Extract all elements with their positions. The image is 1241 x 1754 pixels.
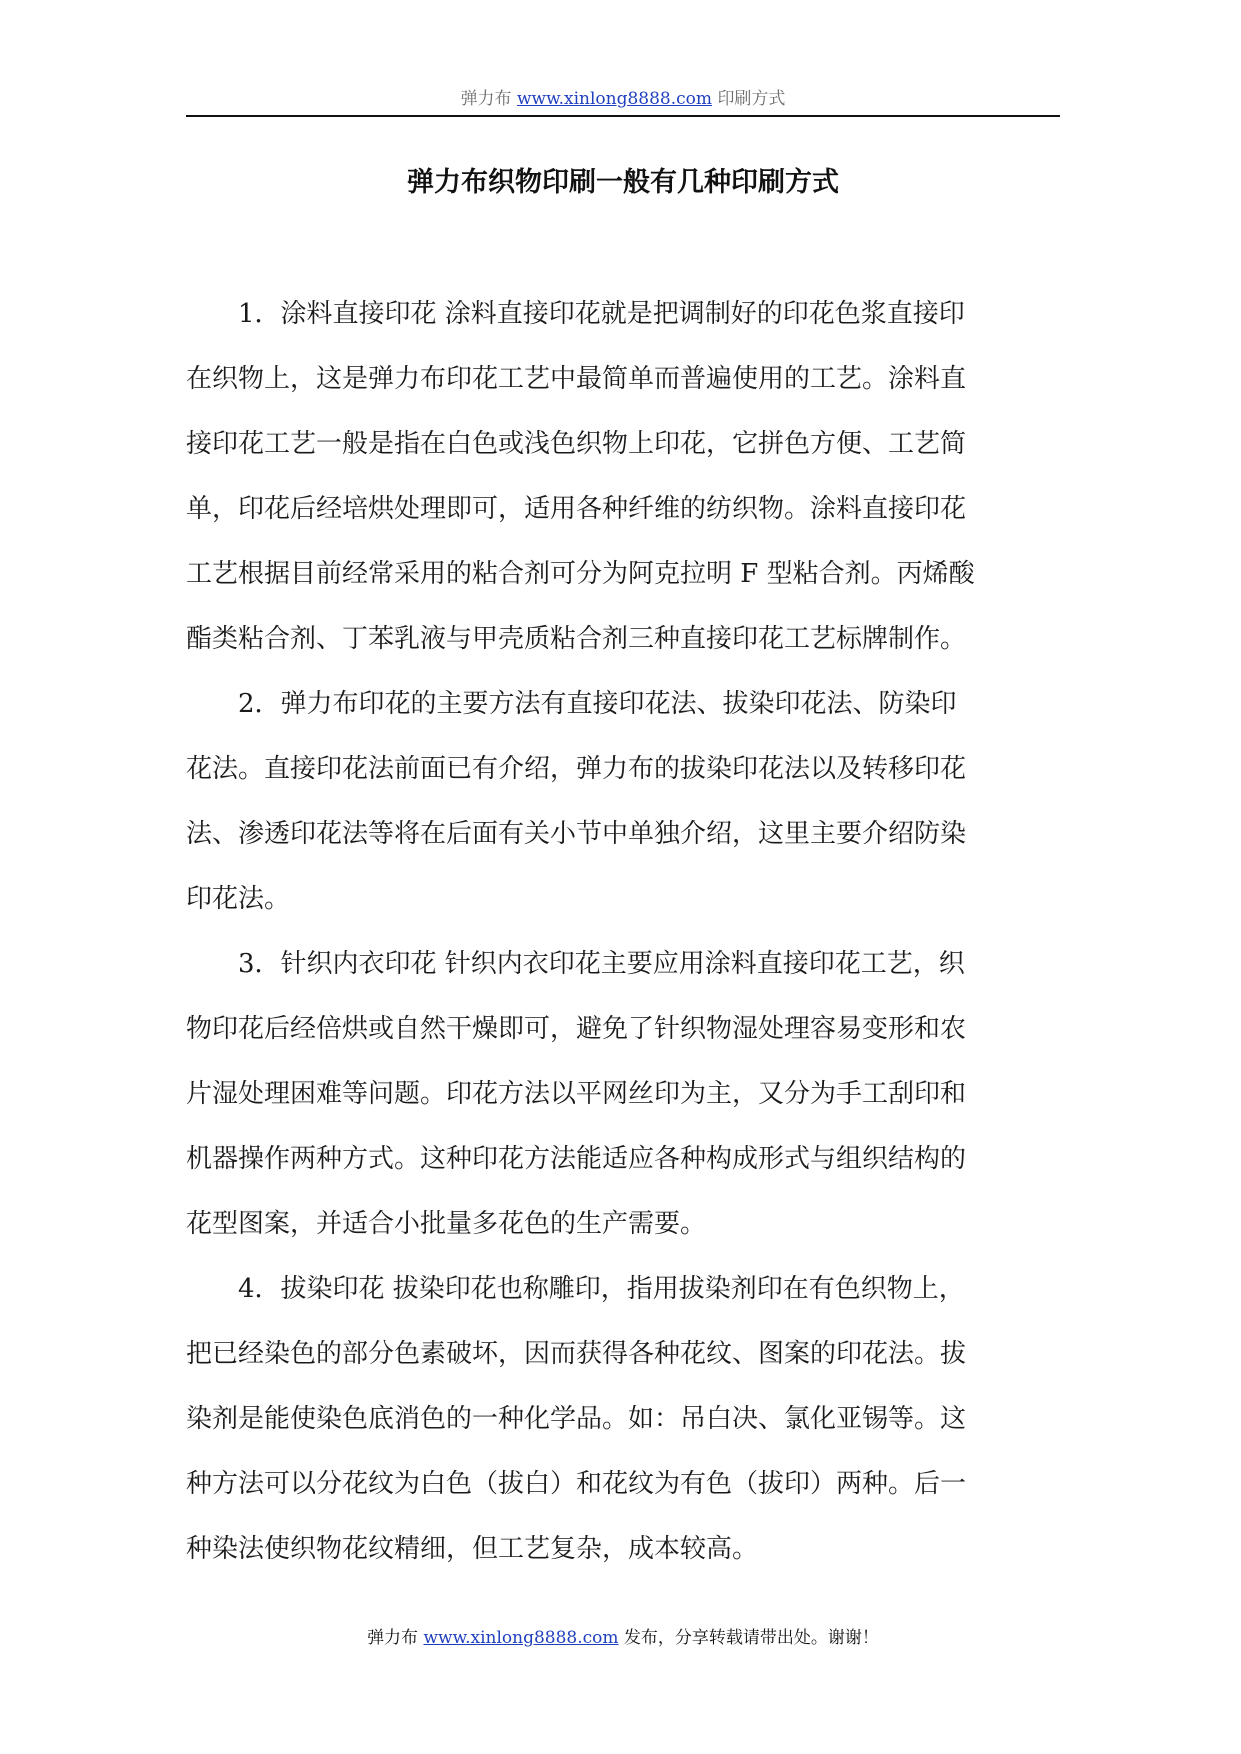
- text-line: 3．针织内衣印花 针织内衣印花主要应用涂料直接印花工艺，织: [238, 949, 965, 979]
- footer-suffix: 发布，分享转载请带出处。谢谢！: [623, 1628, 879, 1648]
- header-prefix: 弹力布: [460, 89, 512, 109]
- header-suffix: 印刷方式: [717, 89, 786, 109]
- text-line: 4．拔染印花 拔染印花也称雕印，指用拔染剂印在有色织物上，: [238, 1274, 965, 1304]
- footer-prefix: 弹力布: [367, 1628, 419, 1648]
- text-line: 酯类粘合剂、丁苯乳液与甲壳质粘合剂三种直接印花工艺标牌制作。: [186, 624, 967, 654]
- paragraph-3: [186, 932, 1060, 1257]
- text-line: 2．弹力布印花的主要方法有直接印花法、拔染印花法、防染印: [238, 689, 957, 719]
- header-link[interactable]: www.xinlong8888.com: [516, 89, 713, 109]
- text-line: 染剂是能使染色底消色的一种化学品。如：吊白决、氯化亚锡等。这: [186, 1404, 967, 1434]
- page-footer: [186, 1625, 1060, 1651]
- text-line: 工艺根据目前经常采用的粘合剂可分为阿克拉明 F 型粘合剂。丙烯酸: [186, 559, 975, 589]
- document-body: [186, 282, 1060, 1582]
- header-divider: [186, 115, 1060, 117]
- footer-link[interactable]: www.xinlong8888.com: [423, 1628, 619, 1648]
- text-line: 种染法使织物花纹精细，但工艺复杂，成本较高。: [186, 1534, 759, 1564]
- text-line: 花型图案，并适合小批量多花色的生产需要。: [186, 1209, 707, 1239]
- text-line: 1．涂料直接印花 涂料直接印花就是把调制好的印花色浆直接印: [238, 299, 965, 329]
- text-line: 机器操作两种方式。这种印花方法能适应各种构成形式与组织结构的: [186, 1144, 967, 1174]
- text-line: 单，印花后经培烘处理即可，适用各种纤维的纺织物。涂料直接印花: [186, 494, 967, 524]
- page-header: [186, 86, 1060, 112]
- text-line: 在织物上，这是弹力布印花工艺中最简单而普遍使用的工艺。涂料直: [186, 364, 967, 394]
- text-line: 印花法。: [186, 884, 291, 914]
- text-line: 接印花工艺一般是指在白色或浅色织物上印花，它拼色方便、工艺简: [186, 429, 967, 459]
- text-line: 物印花后经倍烘或自然干燥即可，避免了针织物湿处理容易变形和农: [186, 1014, 967, 1044]
- text-line: 法、渗透印花法等将在后面有关小节中单独介绍，这里主要介绍防染: [186, 819, 967, 849]
- paragraph-1: [186, 282, 1060, 672]
- text-line: 片湿处理困难等问题。印花方法以平网丝印为主，又分为手工刮印和: [186, 1079, 967, 1109]
- text-line: 种方法可以分花纹为白色（拔白）和花纹为有色（拔印）两种。后一: [186, 1469, 967, 1499]
- document-title: 弹力布织物印刷一般有几种印刷方式: [407, 167, 839, 198]
- text-line: 花法。直接印花法前面已有介绍，弹力布的拔染印花法以及转移印花: [186, 754, 967, 784]
- paragraph-4: [186, 1257, 1060, 1582]
- text-line: 把已经染色的部分色素破坏，因而获得各种花纹、图案的印花法。拔: [186, 1339, 967, 1369]
- paragraph-2: [186, 672, 1060, 932]
